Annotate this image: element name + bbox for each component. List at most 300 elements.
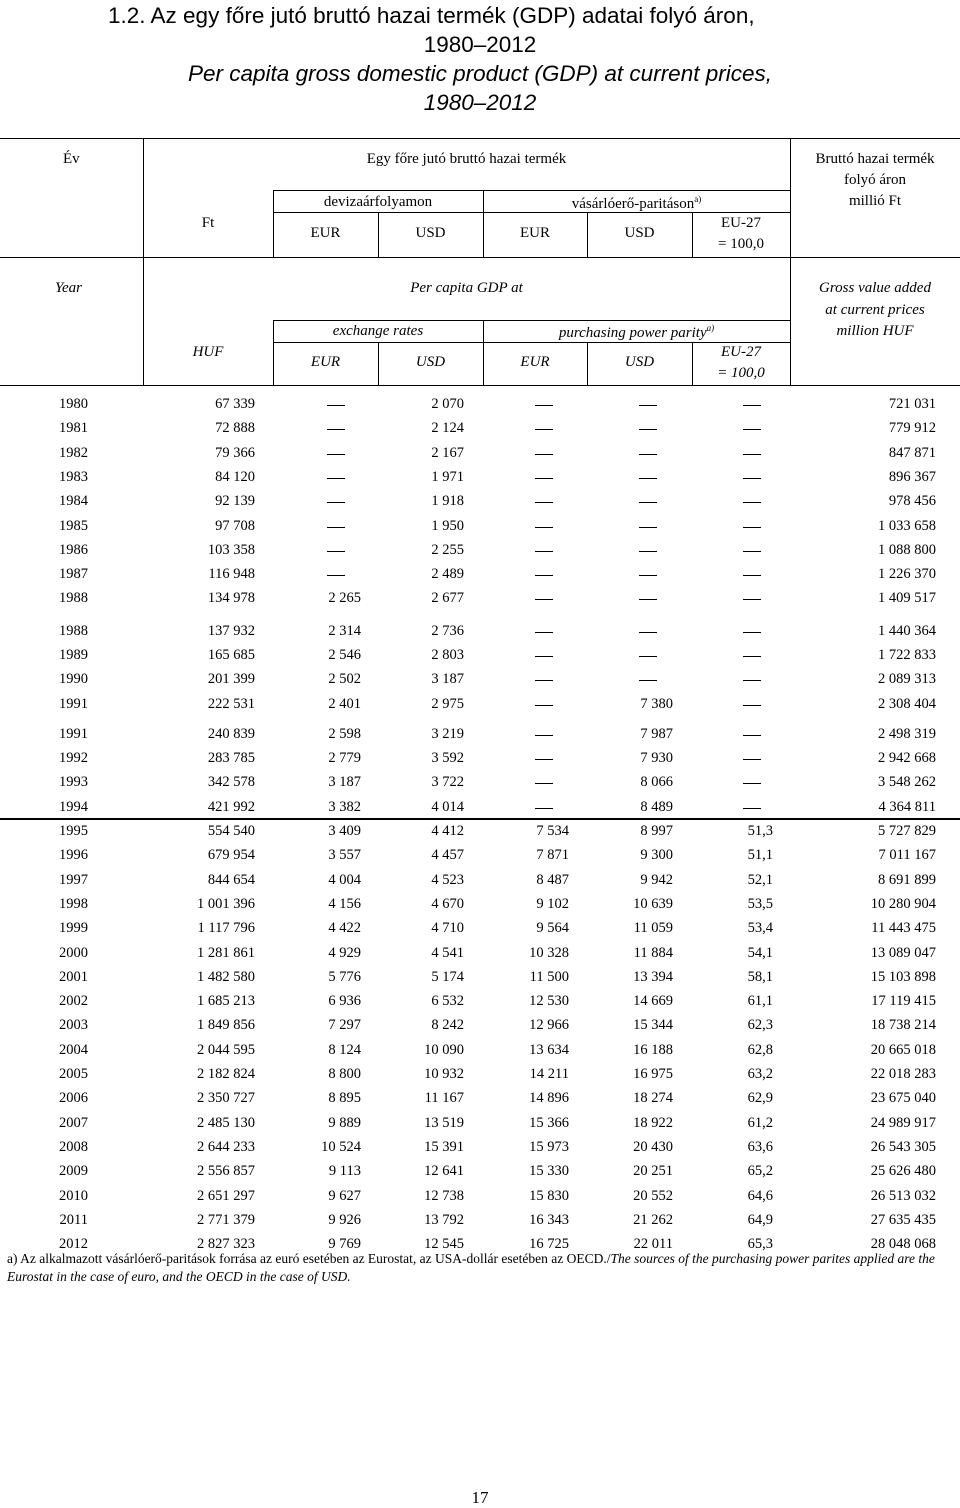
value-cell: 3 722 [431,774,464,790]
value-cell: 779 912 [888,420,936,436]
value-cell: 5 727 829 [878,823,936,839]
value-cell: 20 430 [633,1139,673,1155]
value-cell: 2 803 [431,647,464,663]
value-cell: 4 004 [328,872,361,888]
year-cell: 1981 [59,420,88,436]
value-cell: 64,9 [747,1212,773,1228]
dash-cell [535,527,553,528]
dash-cell [535,478,553,479]
dash-cell [743,478,761,479]
value-cell: 1 482 580 [197,969,255,985]
year-cell: 2008 [59,1139,88,1155]
dash-cell [639,429,657,430]
year-cell: 1987 [59,566,88,582]
year-cell: 1996 [59,847,88,863]
dash-cell [535,783,553,784]
value-cell: 3 548 262 [878,774,936,790]
header-gva-en-3: million HUF [836,323,914,339]
value-cell: 137 932 [207,623,255,639]
value-cell: 2 255 [431,542,464,558]
value-cell: 896 367 [888,469,936,485]
header-eur2-hu: EUR [520,225,550,241]
value-cell: 61,1 [747,993,773,1009]
value-cell: 2 182 824 [197,1066,255,1082]
dash-cell [639,502,657,503]
value-cell: 2 401 [328,696,361,712]
value-cell: 61,2 [747,1115,773,1131]
value-cell: 22 011 [633,1236,673,1252]
year-cell: 2012 [59,1236,88,1252]
value-cell: 1 001 396 [197,896,255,912]
value-cell: 16 188 [633,1042,673,1058]
value-cell: 17 119 415 [871,993,936,1009]
value-cell: 8 800 [328,1066,361,1082]
value-cell: 14 211 [529,1066,569,1082]
value-cell: 1 440 364 [878,623,936,639]
value-cell: 240 839 [207,726,255,742]
year-cell: 1982 [59,445,88,461]
dash-cell [535,551,553,552]
value-cell: 15 830 [529,1188,569,1204]
year-cell: 1993 [59,774,88,790]
value-cell: 3 409 [328,823,361,839]
dash-cell [639,527,657,528]
value-cell: 16 725 [529,1236,569,1252]
value-cell: 65,3 [747,1236,773,1252]
value-cell: 3 219 [431,726,464,742]
value-cell: 10 524 [321,1139,361,1155]
value-cell: 20 552 [633,1188,673,1204]
dash-cell [535,429,553,430]
dash-cell [639,575,657,576]
value-cell: 2 124 [431,420,464,436]
year-cell: 1995 [59,823,88,839]
value-cell: 8 691 899 [878,872,936,888]
value-cell: 1 117 796 [197,920,255,936]
value-cell: 342 578 [207,774,255,790]
footnote [7,1250,957,1286]
dash-cell [535,705,553,706]
year-cell: 2007 [59,1115,88,1131]
dash-cell [327,551,345,552]
value-cell: 2 677 [431,590,464,606]
value-cell: 8 242 [431,1017,464,1033]
year-cell: 2005 [59,1066,88,1082]
value-cell: 18 922 [633,1115,673,1131]
value-cell: 16 975 [633,1066,673,1082]
year-cell: 2010 [59,1188,88,1204]
value-cell: 11 500 [529,969,569,985]
value-cell: 2 779 [328,750,361,766]
value-cell: 51,1 [747,847,773,863]
dash-cell [743,735,761,736]
section-divider [0,818,960,820]
dash-cell [743,527,761,528]
year-cell: 2006 [59,1090,88,1106]
dash-cell [327,575,345,576]
value-cell: 79 366 [215,445,255,461]
value-cell: 10 328 [529,945,569,961]
dash-cell [639,680,657,681]
value-cell: 72 888 [215,420,255,436]
dash-cell [639,599,657,600]
dash-cell [639,551,657,552]
footnote-hu: a) Az alkalmazott vásárlóerő-paritások forrása az euró esetében az Eurostat, az USA-dollár esetében az OECD./ [7,1251,611,1266]
dash-cell [743,575,761,576]
value-cell: 62,3 [747,1017,773,1033]
dash-cell [743,405,761,406]
dash-cell [535,502,553,503]
value-cell: 7 534 [536,823,569,839]
value-cell: 10 090 [424,1042,464,1058]
value-cell: 1 971 [431,469,464,485]
title-hu-line2: 1980–2012 [423,32,537,57]
value-cell: 9 627 [328,1188,361,1204]
value-cell: 3 382 [328,799,361,815]
value-cell: 63,6 [747,1139,773,1155]
footnote-en: The sources of the purchasing power parites applied are the Eurostat in the case of euro, and the OECD in the case of USD. [7,1251,935,1284]
year-cell: 1990 [59,671,88,687]
year-cell: 1988 [59,590,88,606]
value-cell: 2 736 [431,623,464,639]
value-cell: 15 330 [529,1163,569,1179]
value-cell: 13 519 [424,1115,464,1131]
value-cell: 10 639 [633,896,673,912]
value-cell: 2 771 379 [197,1212,255,1228]
value-cell: 1 950 [431,518,464,534]
value-cell: 12 530 [529,993,569,1009]
value-cell: 20 251 [633,1163,673,1179]
value-cell: 9 889 [328,1115,361,1131]
dash-cell [743,759,761,760]
value-cell: 3 187 [431,671,464,687]
value-cell: 9 769 [328,1236,361,1252]
value-cell: 11 059 [633,920,673,936]
header-currency-en: HUF [192,344,224,360]
value-cell: 54,1 [747,945,773,961]
dash-cell [535,656,553,657]
header-exchange-en: exchange rates [332,323,424,339]
value-cell: 2 644 233 [197,1139,255,1155]
year-cell: 1997 [59,872,88,888]
year-cell: 1985 [59,518,88,534]
value-cell: 721 031 [888,396,936,412]
header-gva-en-2: at current prices [825,302,925,318]
value-cell: 12 641 [424,1163,464,1179]
value-cell: 15 344 [633,1017,673,1033]
value-cell: 2 089 313 [878,671,936,687]
value-cell: 58,1 [747,969,773,985]
value-cell: 1 918 [431,493,464,509]
value-cell: 84 120 [215,469,255,485]
header-ppp-hu-label: vásárlóerő-paritáson [571,196,695,212]
value-cell: 2 827 323 [197,1236,255,1252]
value-cell: 7 871 [536,847,569,863]
year-cell: 2001 [59,969,88,985]
dash-cell [327,454,345,455]
header-usd2-en: USD [624,354,655,370]
value-cell: 9 564 [536,920,569,936]
dash-cell [639,405,657,406]
value-cell: 201 399 [207,671,255,687]
header-gva-hu-1: Bruttó hazai termék [815,151,935,167]
value-cell: 7 380 [640,696,673,712]
value-cell: 5 776 [328,969,361,985]
value-cell: 2 651 297 [197,1188,255,1204]
value-cell: 7 930 [640,750,673,766]
value-cell: 978 456 [888,493,936,509]
value-cell: 2 546 [328,647,361,663]
value-cell: 26 513 032 [870,1188,936,1204]
value-cell: 6 936 [328,993,361,1009]
value-cell: 1 226 370 [878,566,936,582]
value-cell: 3 557 [328,847,361,863]
title-en-line2: 1980–2012 [423,90,537,115]
value-cell: 2 942 668 [878,750,936,766]
dash-cell [743,632,761,633]
value-cell: 165 685 [207,647,255,663]
value-cell: 6 532 [431,993,464,1009]
value-cell: 116 948 [208,566,255,582]
year-cell: 2002 [59,993,88,1009]
value-cell: 13 089 047 [870,945,936,961]
header-ppp-hu-note: a) [694,194,702,204]
dash-cell [743,454,761,455]
value-cell: 64,6 [747,1188,773,1204]
header-eu27-en-1: EU-27 [721,344,761,360]
value-cell: 2 308 404 [878,696,936,712]
header-ppp-hu [483,194,790,213]
value-cell: 2 502 [328,671,361,687]
value-cell: 4 014 [431,799,464,815]
header-usd2-hu: USD [624,225,655,241]
year-cell: 1989 [59,647,88,663]
value-cell: 14 896 [529,1090,569,1106]
value-cell: 15 103 898 [870,969,936,985]
header-year-hu: Év [63,151,80,167]
value-cell: 12 738 [424,1188,464,1204]
dash-cell [535,808,553,809]
value-cell: 16 343 [529,1212,569,1228]
value-cell: 27 635 435 [870,1212,936,1228]
dash-cell [639,632,657,633]
dash-cell [535,599,553,600]
dash-cell [639,478,657,479]
dash-cell [327,502,345,503]
value-cell: 28 048 068 [870,1236,936,1252]
value-cell: 53,5 [747,896,773,912]
dash-cell [535,735,553,736]
value-cell: 8 997 [640,823,673,839]
dash-cell [743,656,761,657]
year-cell: 1980 [59,396,88,412]
page-number: 17 [471,1488,489,1507]
value-cell: 2 265 [328,590,361,606]
value-cell: 8 489 [640,799,673,815]
dash-cell [743,783,761,784]
value-cell: 92 139 [215,493,255,509]
title-en-line1: Per capita gross domestic product (GDP) at current prices, [188,61,772,86]
value-cell: 10 932 [424,1066,464,1082]
year-cell: 2004 [59,1042,88,1058]
value-cell: 7 987 [640,726,673,742]
value-cell: 134 978 [207,590,255,606]
value-cell: 20 665 018 [870,1042,936,1058]
dash-cell [535,575,553,576]
dash-cell [639,454,657,455]
year-cell: 1999 [59,920,88,936]
header-group-hu: Egy főre jutó bruttó hazai termék [366,151,567,167]
header-exchange-hu: devizaárfolyamon [323,194,433,210]
dash-cell [535,759,553,760]
value-cell: 554 540 [207,823,255,839]
value-cell: 2 489 [431,566,464,582]
value-cell: 2 044 595 [197,1042,255,1058]
dash-cell [743,599,761,600]
value-cell: 1 409 517 [878,590,936,606]
dash-cell [743,429,761,430]
value-cell: 222 531 [207,696,255,712]
dash-cell [327,405,345,406]
value-cell: 9 102 [536,896,569,912]
dash-cell [743,551,761,552]
header-usd1-en: USD [415,354,446,370]
year-cell: 1986 [59,542,88,558]
value-cell: 25 626 480 [870,1163,936,1179]
year-cell: 2011 [59,1212,88,1228]
value-cell: 7 297 [328,1017,361,1033]
value-cell: 2 556 857 [197,1163,255,1179]
header-eu27-hu-2: = 100,0 [718,236,764,252]
dash-cell [327,478,345,479]
value-cell: 1 685 213 [197,993,255,1009]
dash-cell [327,527,345,528]
value-cell: 53,4 [747,920,773,936]
value-cell: 847 871 [888,445,936,461]
value-cell: 3 592 [431,750,464,766]
year-cell: 2009 [59,1163,88,1179]
value-cell: 18 738 214 [870,1017,936,1033]
value-cell: 2 070 [431,396,464,412]
value-cell: 51,3 [747,823,773,839]
value-cell: 23 675 040 [870,1090,936,1106]
year-cell: 2000 [59,945,88,961]
value-cell: 4 457 [431,847,464,863]
value-cell: 4 523 [431,872,464,888]
header-gva-en-1: Gross value added [819,280,931,296]
header-eur1-hu: EUR [310,225,341,241]
value-cell: 4 412 [431,823,464,839]
dash-cell [327,429,345,430]
value-cell: 52,1 [747,872,773,888]
value-cell: 1 281 861 [197,945,255,961]
value-cell: 13 394 [633,969,673,985]
dash-cell [639,656,657,657]
title-hu-line1: 1.2. Az egy főre jutó bruttó hazai termék (GDP) adatai folyó áron, [108,3,755,28]
value-cell: 11 443 475 [871,920,936,936]
year-cell: 1994 [59,799,88,815]
header-eur1-en: EUR [310,354,341,370]
dash-cell [743,502,761,503]
dash-cell [535,454,553,455]
value-cell: 4 422 [328,920,361,936]
value-cell: 4 541 [431,945,464,961]
value-cell: 9 926 [328,1212,361,1228]
value-cell: 3 187 [328,774,361,790]
value-cell: 12 966 [529,1017,569,1033]
value-cell: 2 598 [328,726,361,742]
value-cell: 67 339 [215,396,255,412]
value-cell: 12 545 [424,1236,464,1252]
value-cell: 15 366 [529,1115,569,1131]
value-cell: 679 954 [207,847,255,863]
value-cell: 22 018 283 [870,1066,936,1082]
header-group-en: Per capita GDP at [410,280,523,296]
value-cell: 21 262 [633,1212,673,1228]
value-cell: 9 113 [328,1163,361,1179]
year-cell: 2003 [59,1017,88,1033]
value-cell: 8 066 [640,774,673,790]
dash-cell [743,680,761,681]
value-cell: 2 975 [431,696,464,712]
header-ppp-en [483,323,790,342]
value-cell: 1 722 833 [878,647,936,663]
header-eur2-en: EUR [520,354,550,370]
year-cell: 1991 [59,726,88,742]
value-cell: 1 033 658 [878,518,936,534]
value-cell: 10 280 904 [870,896,936,912]
value-cell: 18 274 [633,1090,673,1106]
value-cell: 283 785 [207,750,255,766]
value-cell: 2 314 [328,623,361,639]
value-cell: 5 174 [431,969,464,985]
value-cell: 26 543 305 [870,1139,936,1155]
value-cell: 11 884 [633,945,673,961]
header-ppp-en-note: a) [706,323,715,333]
value-cell: 9 300 [640,847,673,863]
header-gva-hu-3: millió Ft [848,193,902,209]
value-cell: 4 364 811 [878,799,936,815]
header-gva-hu-2: folyó áron [843,172,907,188]
header-eu27-en-2: = 100,0 [717,365,765,381]
year-cell: 1992 [59,750,88,766]
value-cell: 2 350 727 [197,1090,255,1106]
value-cell: 15 973 [529,1139,569,1155]
header-ppp-en-label: purchasing power parity [558,325,707,341]
value-cell: 2 498 319 [878,726,936,742]
dash-cell [535,405,553,406]
value-cell: 8 895 [328,1090,361,1106]
value-cell: 421 992 [207,799,255,815]
value-cell: 11 167 [424,1090,464,1106]
value-cell: 4 929 [328,945,361,961]
value-cell: 2 485 130 [197,1115,255,1131]
value-cell: 63,2 [747,1066,773,1082]
value-cell: 4 670 [431,896,464,912]
header-currency-hu: Ft [201,215,215,231]
value-cell: 2 167 [431,445,464,461]
value-cell: 62,8 [747,1042,773,1058]
header-eu27-hu-1: EU-27 [721,215,761,231]
year-cell: 1998 [59,896,88,912]
value-cell: 1 849 856 [197,1017,255,1033]
value-cell: 844 654 [207,872,255,888]
dash-cell [535,680,553,681]
year-cell: 1991 [59,696,88,712]
value-cell: 1 088 800 [878,542,936,558]
value-cell: 4 156 [328,896,361,912]
header-year-en: Year [55,280,82,296]
